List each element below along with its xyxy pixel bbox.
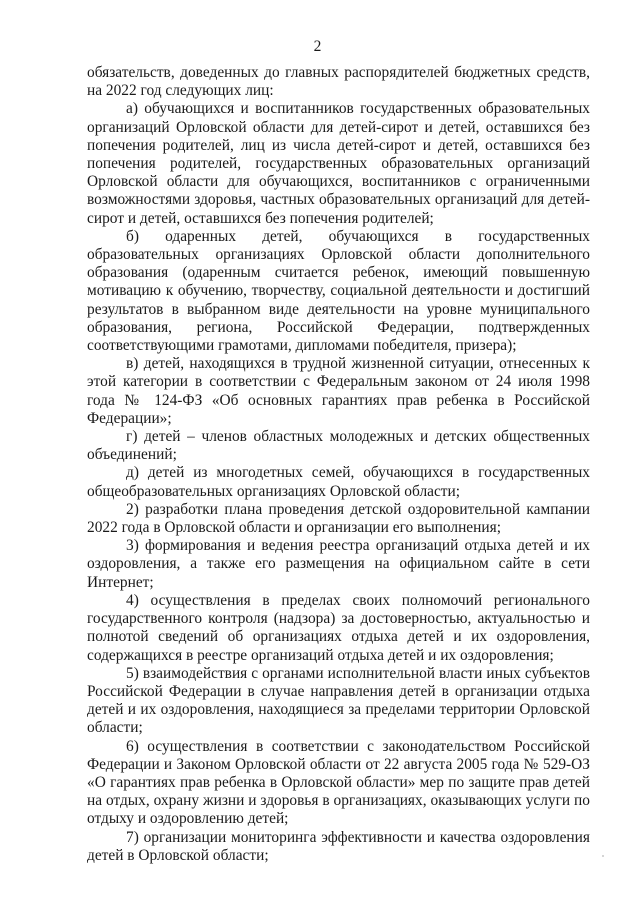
paragraph-continuation: обязательств, доведенных до главных распорядителей бюджетных средств, на 2022 год следующих лиц: (87, 64, 590, 100)
document-body (87, 64, 590, 865)
paragraph-item-4: 4) осуществления в пределах своих полномочий регионального государственного контроля (надзора) за достоверностью, актуальностью и полнотой сведений об организациях отдыха детей и их оздоровления, содержащихся в реестре организаций отдыха детей и их оздоровления; (87, 591, 590, 664)
page-number: 2 (313, 38, 322, 55)
paragraph-item-g: г) детей – членов областных молодежных и детских общественных объединений; (87, 428, 590, 464)
paragraph-item-3: 3) формирования и ведения реестра организаций отдыха детей и их оздоровления, а также его размещения на официальном сайте в сети Интернет; (87, 537, 590, 591)
paragraph-item-d: д) детей из многодетных семей, обучающихся в государственных общеобразовательных организациях Орловской области; (87, 464, 590, 500)
paragraph-item-5: 5) взаимодействия с органами исполнительной власти иных субъектов Российской Федерации в случае направления детей в организации отдыха детей и их оздоровления, находящиеся за пределами территории Орловской области; (87, 664, 590, 737)
paragraph-item-7: 7) организации мониторинга эффективности и качества оздоровления детей в Орловской области; (87, 828, 590, 864)
paragraph-item-v: в) детей, находящихся в трудной жизненной ситуации, отнесенных к этой категории в соответствии с Федеральным законом от 24 июля 1998 года № 124-ФЗ «Об основных гарантиях прав ребенка в Российской Федерации»; (87, 355, 590, 427)
scan-speck (602, 855, 604, 857)
paragraph-item-2: 2) разработки плана проведения детской оздоровительной кампании 2022 года в Орловской области и организации его выполнения; (87, 500, 590, 537)
paragraph-item-6: 6) осуществления в соответствии с законодательством Российской Федерации и Законом Орловской области от 22 августа 2005 года № 529-ОЗ «О гарантиях прав ребенка в Орловской области» мер по защите прав детей на отдых, охрану жизни и здоровья в организациях, оказывающих услуги по отдыху и оздоровлению детей; (87, 737, 590, 828)
paragraph-item-a: а) обучающихся и воспитанников государственных образовательных организаций Орловской области для детей-сирот и детей, оставшихся без попечения родителей, лиц из числа детей-сирот и детей, оставшихся без попечения родителей, государственных образовательных организаций Орловской области для обучающихся, воспитанников с ограниченными возможностями здоровья, частных образовательных организаций для детей-сирот и детей, оставшихся без попечения родителей; (87, 100, 590, 227)
paragraph-item-b: б) одаренных детей, обучающихся в государственных образовательных организациях Орловской области дополнительного образования (одаренным считается ребенок, имеющий повышенную мотивацию к обучению, творчеству, социальной деятельности и достигший результатов в выбранном виде деятельности на уровне муниципального образования, региона, Российской Федерации, подтвержденных соответствующими грамотами, дипломами победителя, призера); (87, 227, 590, 355)
